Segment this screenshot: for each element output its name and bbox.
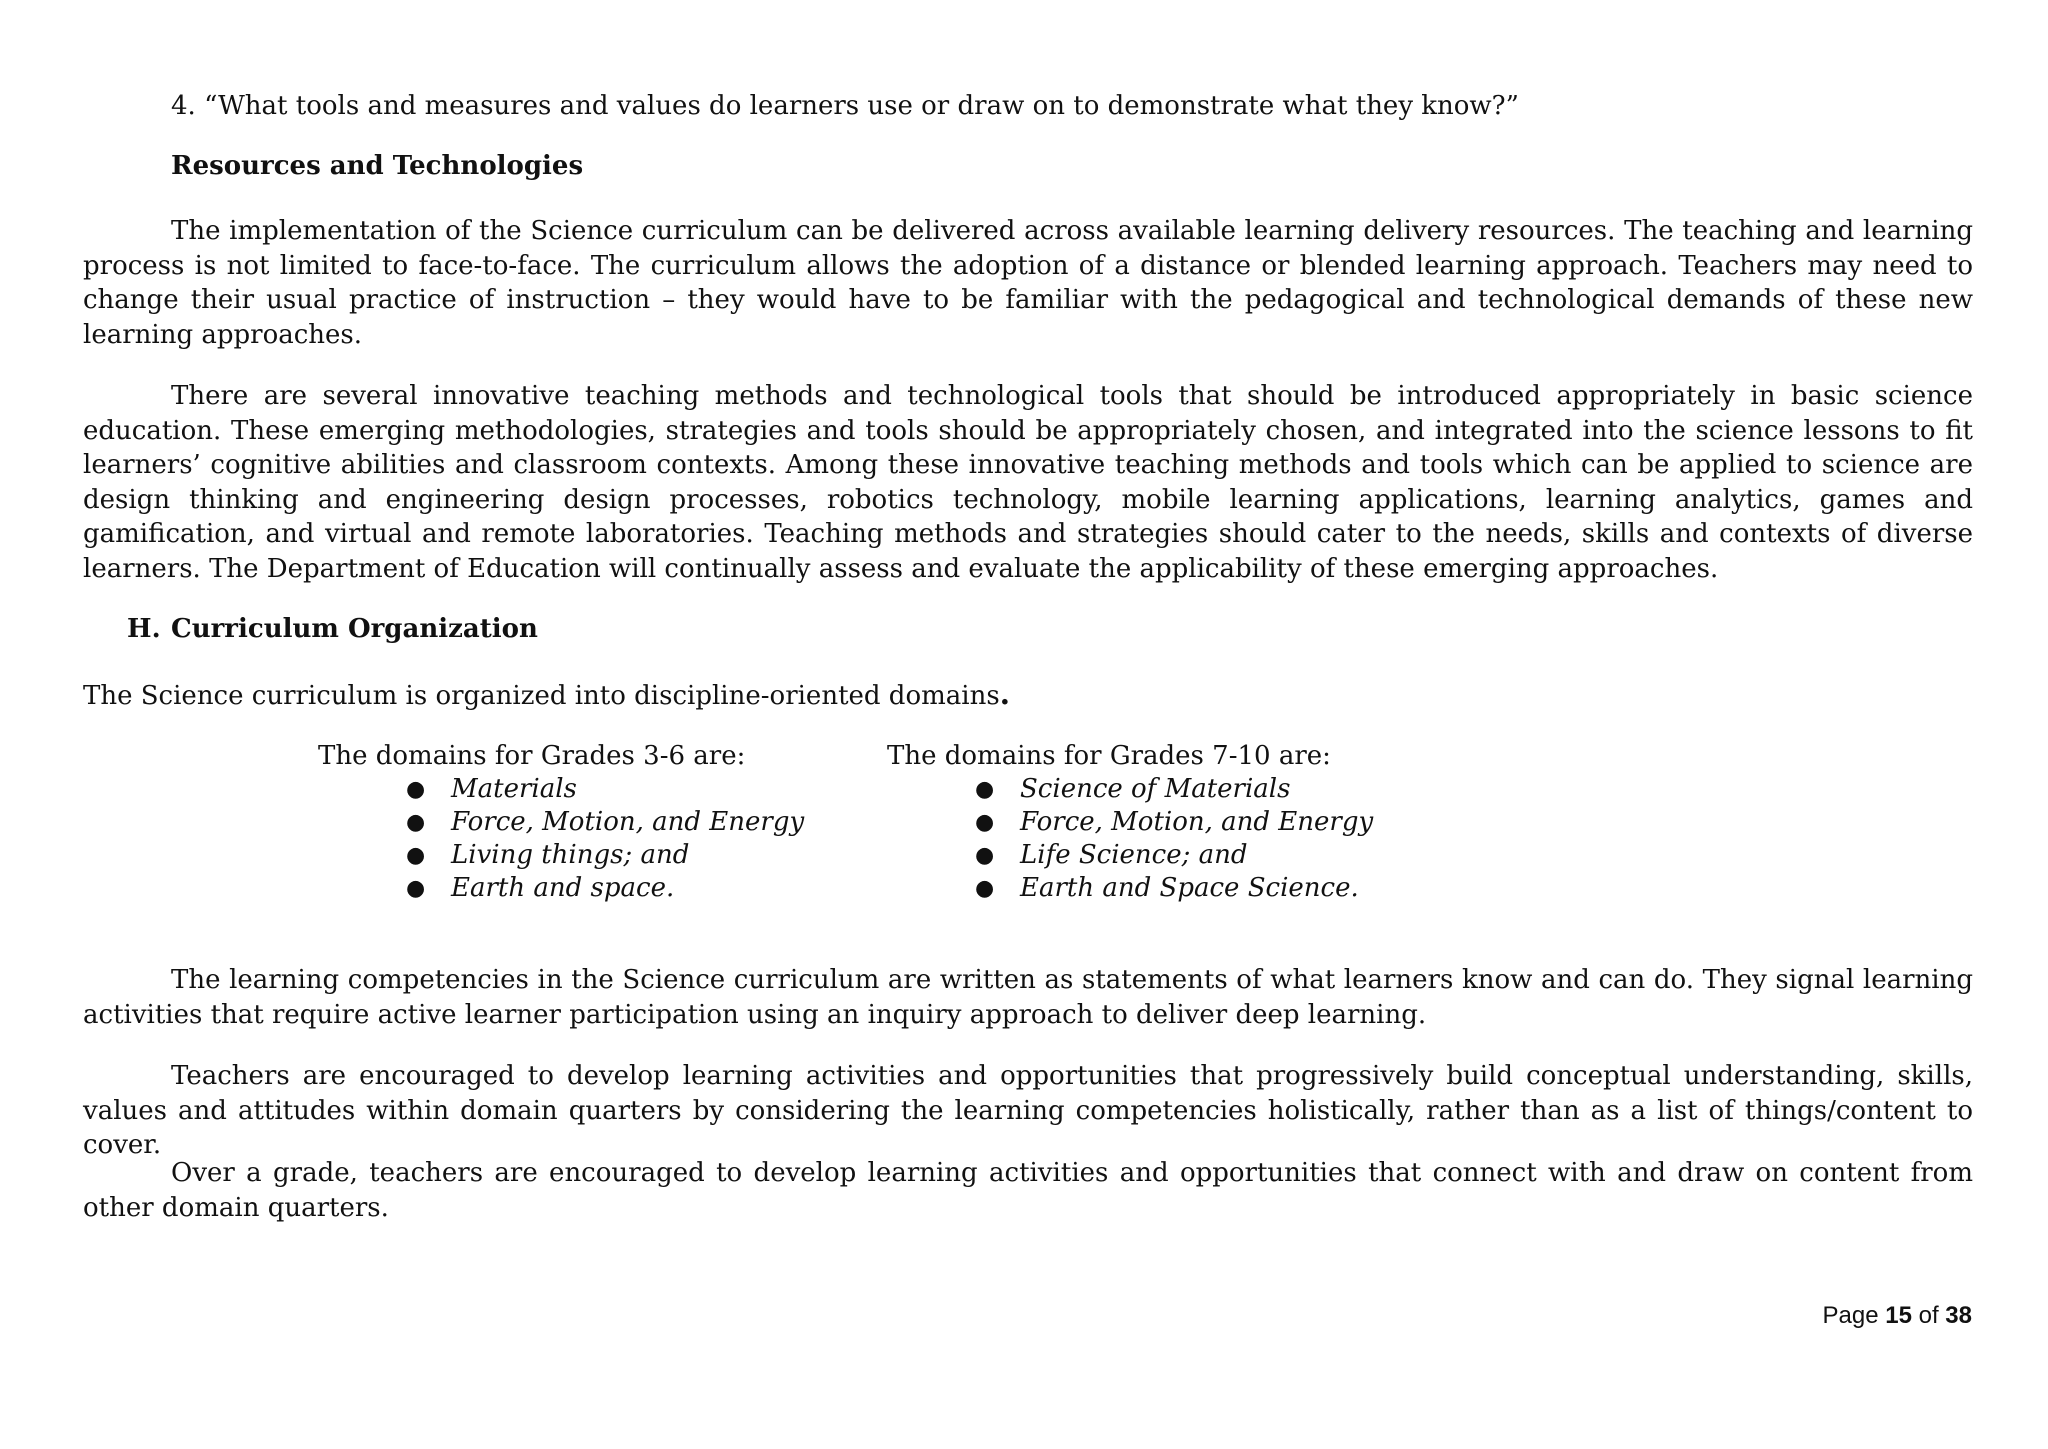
list-item-4: 4. “What tools and measures and values do learners use or draw on to demonstrate what they know?” [171,91,1519,121]
of-label: of [1918,1302,1939,1329]
list-item: ● Materials [406,774,577,804]
list-item: ● Life Science; and [975,840,1248,870]
bullet-icon: ● [975,843,995,868]
section-heading-resources: Resources and Technologies [171,151,584,181]
section-title: Curriculum Organization [171,614,538,644]
paragraph-over-a-grade: Over a grade, teachers are encouraged to develop learning activities and opportunities that connect with and draw on content from other domain quarters. [83,1158,1973,1223]
total-pages: 38 [1945,1302,1972,1329]
list-item: ● Science of Materials [975,774,1291,804]
domains-grades-7-10 [887,740,1373,905]
paragraph-teachers-encouraged: Teachers are encouraged to develop learning activities and opportunities that progressively build conceptual understanding, skills, values and attitudes within domain quarters by considering the learning competencies holistically, rather than as a list of things/content to cover. [83,1061,1973,1160]
list-item: ● Force, Motion, and Energy [406,807,805,837]
paragraph-resources-delivery: The implementation of the Science curriculum can be delivered across available learning delivery resources. The teaching and learning process is not limited to face-to-face. The curriculum allows the adoption of a distance or blended learning approach. Teachers may need to change their usual practice of instruction – they would have to be familiar with the pedagogical and technological demands of these new learning approaches. [83,216,1973,350]
curriculum-intro [83,677,1010,712]
list-item: ● Force, Motion, and Energy [975,807,1374,837]
bullet-icon: ● [406,810,426,835]
list-item: ● Living things; and [406,840,690,870]
curriculum-intro-period: . [999,677,1011,712]
paragraph-learning-competencies: The learning competencies in the Science curriculum are written as statements of what learners know and can do. They signal learning activities that require active learner participation using an inquiry approach to deliver deep learning. [83,965,1973,1030]
page-footer [1823,1302,1973,1330]
page-number: 15 [1885,1302,1912,1329]
page-label: Page [1822,1302,1879,1329]
list-item: ● Earth and space. [406,873,675,903]
paragraph-innovative-methods: There are several innovative teaching methods and technological tools that should be introduced appropriately in basic science education. These emerging methodologies, strategies and tools should be appropriately chosen, and integrated into the science lessons to fit learners’ cognitive abilities and classroom contexts. Among these innovative teaching methods and tools which can be applied to science are design thinking and engineering design processes, robotics technology, mobile learning applications, learning analytics, games and gamification, and virtual and remote laboratories. Teaching methods and strategies should cater to the needs, skills and contexts of diverse learners. The Department of Education will continually assess and evaluate the applicability of these emerging approaches. [83,381,1973,584]
list-item: ● Earth and Space Science. [975,873,1359,903]
section-letter: H. [127,614,161,644]
bullet-icon: ● [406,777,426,802]
bullet-icon: ● [975,777,995,802]
bullet-icon: ● [406,843,426,868]
domains-list [318,773,804,905]
domains-caption: The domains for Grades 3-6 are: [318,741,746,771]
bullet-icon: ● [975,876,995,901]
section-heading-curriculum-organization [127,614,538,644]
domains-grades-3-6 [318,740,804,905]
bullet-icon: ● [975,810,995,835]
curriculum-intro-text: The Science curriculum is organized into discipline-oriented domains [83,681,1000,711]
bullet-icon: ● [406,876,426,901]
domains-caption: The domains for Grades 7-10 are: [887,741,1331,771]
domains-list [887,773,1373,905]
